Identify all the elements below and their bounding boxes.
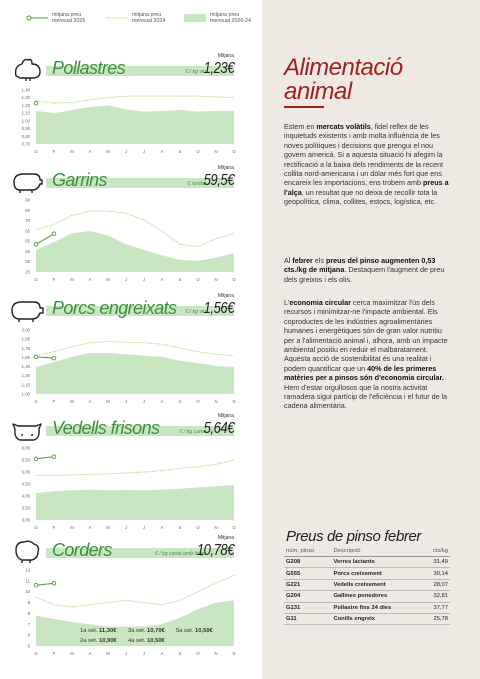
series-line-2024 xyxy=(36,96,234,103)
section-title: Alimentació animal xyxy=(284,54,403,105)
x-tick-label: S xyxy=(178,399,182,404)
cell-desc: Conills engreix xyxy=(331,613,421,624)
data-point-2025 xyxy=(34,243,38,247)
cell-code: G208 xyxy=(284,557,331,568)
x-tick-label: A xyxy=(88,525,92,530)
x-tick-label: M xyxy=(106,277,110,282)
x-tick-label: D xyxy=(232,525,236,530)
table-row xyxy=(284,613,450,624)
unit-label: € / kg canal xyxy=(179,429,206,435)
line-chart xyxy=(0,444,250,532)
week-value: 10,70€ xyxy=(147,628,165,634)
unit-label: € /unitat xyxy=(187,181,206,187)
cell-price: 30,14 xyxy=(422,568,450,579)
y-tick-label: 1,45 xyxy=(21,364,30,370)
cell-code: G221 xyxy=(284,579,331,590)
series-area-2020-24 xyxy=(36,485,234,520)
y-tick-label: 3,50 xyxy=(21,505,30,511)
series-area-2020-24 xyxy=(36,353,234,394)
lamb-icon xyxy=(10,538,44,569)
x-tick-label: A xyxy=(160,651,164,656)
title-rule xyxy=(284,106,324,108)
cell-code: G555 xyxy=(284,568,331,579)
body-text: cerca maximitzar l'ús dels recursos i minimitzar-ne l'impacte ambiental. Els coproductes de les indústries agroalimentàries humanes i energètiques són de gran valor nutritiu per a l'alimentació animal i, alhora, amb un impacte ambiental positiu en reduir el malbaratament. Aquesta acció de sostenibilitat és una realitat i podem quantificar que un xyxy=(284,298,448,373)
cell-desc: Gallines ponedores xyxy=(331,591,421,602)
x-tick-label: S xyxy=(178,149,182,154)
paragraph-circular-economy xyxy=(284,298,452,411)
legend-item-2024: mitjana preu mensual 2024 xyxy=(106,12,182,24)
x-tick-label: S xyxy=(178,277,182,282)
unit-label: € / kg canal amb fetge xyxy=(154,551,206,557)
data-point-2025 xyxy=(34,583,38,587)
mitjana-label: Mitjana xyxy=(217,53,234,59)
x-tick-label: J xyxy=(124,525,128,530)
mitjana-value: 10,78€ xyxy=(196,542,234,559)
x-tick-label: M xyxy=(70,277,74,282)
paragraph-markets xyxy=(284,122,452,207)
x-tick-label: O xyxy=(196,399,200,404)
x-tick-label: D xyxy=(232,399,236,404)
chart-title: Porcs engreixats xyxy=(52,298,177,318)
y-tick-label: 5 xyxy=(27,643,30,649)
x-tick-label: J xyxy=(124,399,128,404)
x-tick-label: N xyxy=(214,149,218,154)
x-tick-label: S xyxy=(178,525,182,530)
x-tick-label: A xyxy=(88,277,92,282)
data-point-2025 xyxy=(52,232,56,236)
mitjana-label: Mitjana xyxy=(217,165,234,171)
week-price xyxy=(80,638,117,644)
x-tick-label: F xyxy=(52,277,56,282)
x-tick-label: J xyxy=(142,525,146,530)
body-text: Estem en xyxy=(284,122,317,131)
col-header-desc: Descripció xyxy=(331,546,421,557)
x-tick-label: J xyxy=(142,277,146,282)
x-tick-label: F xyxy=(52,399,56,404)
week-price xyxy=(176,628,213,634)
highlight-text: preus a l'alça xyxy=(284,178,449,197)
week-value: 11,30€ xyxy=(99,628,117,634)
line-chart xyxy=(0,196,250,284)
paragraph-february xyxy=(284,256,452,284)
table-row xyxy=(284,602,450,613)
highlight-text: preus del pinso augmenten 0,53 cts./kg de mitjana xyxy=(284,256,436,275)
data-point-2025 xyxy=(34,355,38,359)
y-tick-label: 0,90 xyxy=(21,126,30,132)
y-tick-label: 11 xyxy=(25,578,30,584)
body-text: . Destaquem l'augment de preu dels greixos i els olis. xyxy=(284,265,445,284)
cell-code: G204 xyxy=(284,591,331,602)
line-chart xyxy=(0,86,250,156)
y-tick-label: 6 xyxy=(27,632,30,638)
y-tick-label: 35 xyxy=(25,259,30,265)
x-tick-label: M xyxy=(106,651,110,656)
x-tick-label: A xyxy=(88,149,92,154)
highlight-text: mercats volàtils xyxy=(316,122,371,131)
x-tick-label: O xyxy=(196,525,200,530)
cell-code: G131 xyxy=(284,602,331,613)
mitjana-label: Mitjana xyxy=(217,413,234,419)
week-value: 10,50€ xyxy=(147,638,165,644)
y-tick-label: 1,20 xyxy=(21,102,30,108)
x-tick-label: G xyxy=(34,149,38,154)
x-tick-label: J xyxy=(124,651,128,656)
chart-title: Garrins xyxy=(52,170,107,190)
series-line-2025 xyxy=(36,234,54,245)
body-text: Al xyxy=(284,256,293,265)
data-point-2025 xyxy=(34,101,38,105)
cell-price: 31,49 xyxy=(422,557,450,568)
x-tick-label: A xyxy=(88,399,92,404)
pinso-price-table xyxy=(284,546,450,625)
x-tick-label: N xyxy=(214,651,218,656)
y-tick-label: 4,50 xyxy=(21,481,30,487)
cell-price: 37,77 xyxy=(422,602,450,613)
y-tick-label: 8 xyxy=(27,610,30,616)
line-chart xyxy=(0,326,250,406)
y-tick-label: 80 xyxy=(25,207,30,213)
y-tick-label: 7 xyxy=(27,621,30,627)
x-tick-label: O xyxy=(196,277,200,282)
mitjana-value: 1,23€ xyxy=(203,60,234,77)
body-text: , fidel reflex de les inquietuds existents i amb molta influència de les noves polítiques i decisions que prengui el nou govern americà. Si a aquesta situació hi afegim la rectificació a la baixa dels rendiments de la recent collita nord-americana i un dòlar més fort que ens encareix les importacions, ens trobem amb xyxy=(284,122,444,188)
y-tick-label: 1,40 xyxy=(21,87,30,93)
cell-desc: Vedells creixement xyxy=(331,579,421,590)
x-tick-label: A xyxy=(160,277,164,282)
x-tick-label: N xyxy=(214,399,218,404)
week-price xyxy=(128,638,165,644)
chicken-icon xyxy=(10,56,44,87)
x-tick-label: O xyxy=(196,149,200,154)
body-text: L' xyxy=(284,298,290,307)
x-tick-label: J xyxy=(142,399,146,404)
x-tick-label: M xyxy=(70,525,74,530)
y-tick-label: 10 xyxy=(25,589,30,595)
legend-swatch-2025 xyxy=(26,14,48,22)
cell-price: 32,81 xyxy=(422,591,450,602)
week-label: 4a set. xyxy=(128,638,146,644)
body-text: els xyxy=(312,256,326,265)
x-tick-label: G xyxy=(34,525,38,530)
x-tick-label: M xyxy=(70,651,74,656)
pinso-table-title: Preus de pinso febrer xyxy=(286,528,422,545)
x-tick-label: G xyxy=(34,651,38,656)
series-area-2020-24 xyxy=(36,231,234,272)
x-tick-label: A xyxy=(160,399,164,404)
cow-icon xyxy=(10,416,44,447)
legend-swatch-range xyxy=(184,14,206,22)
y-tick-label: 1,60 xyxy=(21,354,30,360)
body-text: , un resultat que no deixa de recollir tota la geopolítica, clima, collites, estocs, logística, etc. xyxy=(284,187,438,207)
y-tick-label: 0,80 xyxy=(21,133,30,139)
pig-icon xyxy=(10,296,44,327)
y-tick-label: 65 xyxy=(25,228,30,234)
highlight-text: 40% de les primeres matèries per a pinsos són d'economia circular. xyxy=(284,363,444,383)
series-line-2025 xyxy=(36,357,54,358)
y-tick-label: 70 xyxy=(25,218,30,224)
cell-desc: Porcs creixement xyxy=(331,568,421,579)
x-tick-label: S xyxy=(178,651,182,656)
mitjana-value: 5,64€ xyxy=(203,420,234,437)
x-tick-label: F xyxy=(52,149,56,154)
week-label: 5a set. xyxy=(176,628,194,634)
highlight-text: febrer xyxy=(292,256,313,265)
y-tick-label: 1,30 xyxy=(21,373,30,379)
x-tick-label: A xyxy=(88,651,92,656)
y-tick-label: 5,00 xyxy=(21,469,30,475)
mitjana-value: 1,56€ xyxy=(203,300,234,317)
table-row xyxy=(284,557,450,568)
chart-legend xyxy=(26,12,256,36)
y-tick-label: 1,00 xyxy=(21,118,30,124)
legend-item-2025: mitjana preu mensual 2025 xyxy=(26,12,106,24)
cell-code: G11 xyxy=(284,613,331,624)
chart-title: Pollastres xyxy=(52,58,126,78)
mitjana-label: Mitjana xyxy=(217,535,234,541)
x-tick-label: F xyxy=(52,651,56,656)
x-tick-label: G xyxy=(34,277,38,282)
x-tick-label: M xyxy=(70,399,74,404)
y-tick-label: 2,00 xyxy=(21,327,30,333)
mitjana-value: 59,5€ xyxy=(203,172,234,189)
table-row xyxy=(284,591,450,602)
series-line-2024 xyxy=(36,460,234,475)
legend-item-range: mitjana preu mensual 2020-24 xyxy=(184,12,260,24)
y-tick-label: 25 xyxy=(25,269,30,275)
series-line-2024 xyxy=(36,342,234,356)
y-tick-label: 1,00 xyxy=(21,391,30,397)
week-price xyxy=(80,628,116,634)
y-tick-label: 45 xyxy=(25,248,30,254)
legend-swatch-2024 xyxy=(106,14,128,22)
x-tick-label: J xyxy=(124,277,128,282)
cell-desc: Pollastre fins 24 dies xyxy=(331,602,421,613)
data-point-2025 xyxy=(52,455,56,459)
series-line-2025 xyxy=(36,583,54,585)
series-area-2020-24 xyxy=(36,105,234,144)
data-point-2025 xyxy=(34,457,38,461)
x-tick-label: M xyxy=(70,149,74,154)
x-tick-label: J xyxy=(142,651,146,656)
body-text: Hem d'estar orgullosos que la nostra activitat ramadera sigui partícip de l'eficiència i el futur de la cadena alimentària. xyxy=(284,382,448,411)
x-tick-label: M xyxy=(106,149,110,154)
x-tick-label: F xyxy=(52,525,56,530)
cell-price: 28,07 xyxy=(422,579,450,590)
series-line-2024 xyxy=(36,575,234,606)
cell-desc: Verres lactants xyxy=(331,557,421,568)
x-tick-label: N xyxy=(214,525,218,530)
y-tick-label: 4,00 xyxy=(21,493,30,499)
mitjana-label: Mitjana xyxy=(217,293,234,299)
y-tick-label: 0,70 xyxy=(21,141,30,147)
x-tick-label: D xyxy=(232,277,236,282)
y-tick-label: 1,15 xyxy=(21,382,30,388)
highlight-text: economia circular xyxy=(289,298,351,307)
y-tick-label: 1,85 xyxy=(21,336,30,342)
unit-label: € / kg viu xyxy=(185,309,206,315)
series-line-2025 xyxy=(36,457,54,459)
table-row xyxy=(284,579,450,590)
y-tick-label: 55 xyxy=(25,238,30,244)
y-tick-label: 3,00 xyxy=(21,517,30,523)
x-tick-label: A xyxy=(160,149,164,154)
data-point-2025 xyxy=(52,356,56,360)
cell-price: 25,78 xyxy=(422,613,450,624)
x-tick-label: D xyxy=(232,149,236,154)
x-tick-label: J xyxy=(142,149,146,154)
week-label: 1a set. xyxy=(80,628,98,634)
x-tick-label: G xyxy=(34,399,38,404)
piglet-icon xyxy=(10,168,44,199)
chart-title: Vedells frisons xyxy=(52,418,160,438)
y-tick-label: 6,00 xyxy=(21,445,30,451)
week-value: 10,50€ xyxy=(195,628,213,634)
y-tick-label: 1,10 xyxy=(21,110,30,116)
table-row xyxy=(284,568,450,579)
x-tick-label: J xyxy=(124,149,128,154)
y-tick-label: 1,75 xyxy=(21,345,30,351)
x-tick-label: M xyxy=(106,525,110,530)
week-value: 10,90€ xyxy=(99,638,117,644)
x-tick-label: M xyxy=(106,399,110,404)
y-tick-label: 12 xyxy=(25,567,30,573)
x-tick-label: D xyxy=(232,651,236,656)
y-tick-label: 1,30 xyxy=(21,95,30,101)
week-label: 3a set. xyxy=(128,628,146,634)
col-header-num: núm. pinso xyxy=(284,546,331,557)
y-tick-label: 90 xyxy=(25,197,30,203)
week-price xyxy=(128,628,165,634)
table-header-row xyxy=(284,546,450,557)
y-tick-label: 9 xyxy=(27,600,30,606)
data-point-2025 xyxy=(52,581,56,585)
y-tick-label: 5,50 xyxy=(21,457,30,463)
x-tick-label: O xyxy=(196,651,200,656)
unit-label: € / kg viu xyxy=(185,69,206,75)
chart-title: Corders xyxy=(52,540,112,560)
col-header-price: cts/kg xyxy=(422,546,450,557)
line-chart xyxy=(0,566,250,658)
x-tick-label: A xyxy=(160,525,164,530)
x-tick-label: N xyxy=(214,277,218,282)
week-label: 2a set. xyxy=(80,638,98,644)
